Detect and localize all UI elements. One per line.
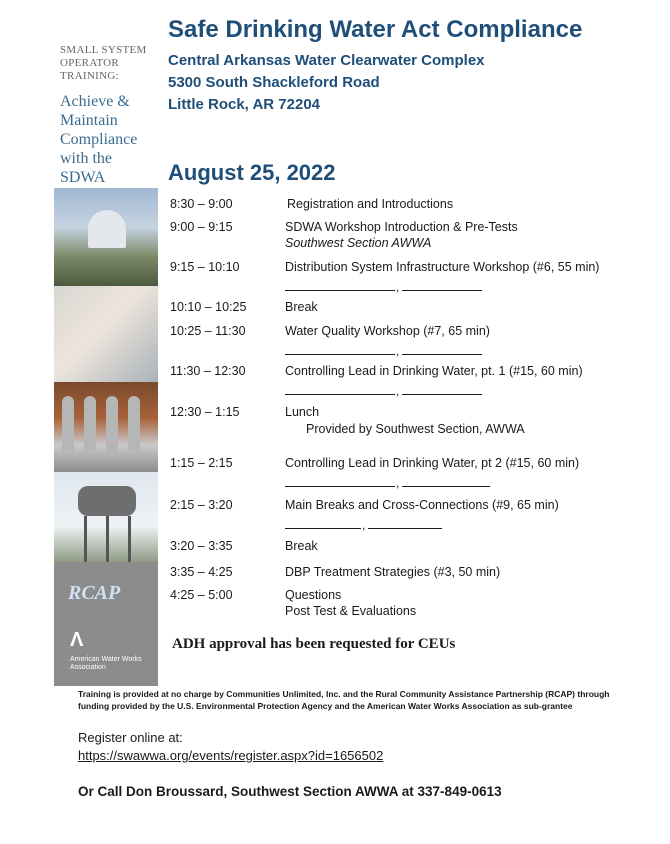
agenda-time: 3:20 – 3:35 — [170, 539, 233, 553]
agenda-item: Questions — [285, 588, 342, 602]
register-link[interactable]: https://swawwa.org/events/register.aspx?id=1656502 — [78, 748, 384, 763]
signature-blank — [402, 486, 490, 487]
signature-blank — [402, 290, 482, 291]
agenda-item: Break — [285, 539, 318, 553]
agenda-item: Controlling Lead in Drinking Water, pt 2 (#15, 60 min) — [285, 456, 580, 470]
page-title: Safe Drinking Water Act Compliance — [168, 16, 583, 43]
agenda-presenter: Provided by Southwest Section, AWWA — [306, 422, 525, 436]
water-tower-photo — [54, 472, 158, 562]
city-address: Little Rock, AR 72204 — [168, 96, 320, 113]
agenda-item: Water Quality Workshop (#7, 65 min) — [285, 324, 490, 338]
signature-blank — [402, 394, 482, 395]
agenda-item: Main Breaks and Cross-Connections (#9, 65 min) — [285, 498, 559, 512]
capitol-photo — [54, 188, 158, 286]
agenda-time: 9:00 – 9:15 — [170, 220, 233, 234]
agenda-time: 9:15 – 10:10 — [170, 260, 240, 274]
sidebar — [54, 0, 158, 686]
blank-comma: , — [396, 280, 400, 294]
tagline: Achieve & Maintain Compliance with the SDWA — [60, 93, 138, 186]
cylinder-icon — [128, 396, 140, 452]
event-date: August 25, 2022 — [168, 160, 336, 185]
blank-comma: , — [362, 518, 366, 532]
tower-leg — [84, 516, 87, 562]
awwa-logo-icon: Λ — [70, 629, 84, 651]
agenda-subitem: Post Test & Evaluations — [285, 604, 417, 618]
funding-note: Training is provided at no charge by Communities Unlimited, Inc. and the Rural Community Assistance Partnership (RCAP) through funding provided by the U.S. Environmental Protection Agency and the American Water Works Association as sub-grantee — [78, 689, 610, 711]
blank-comma: , — [396, 476, 400, 490]
cylinder-icon — [84, 396, 96, 452]
capitol-dome-icon — [88, 210, 126, 248]
agenda-item: DBP Treatment Strategies (#3, 50 min) — [285, 565, 501, 579]
rcap-logo: RCAP — [68, 582, 121, 604]
venue-name: Central Arkansas Water Clearwater Complex — [168, 52, 485, 69]
contact-line: Or Call Don Broussard, Southwest Section AWWA at 337-849-0613 — [78, 784, 502, 799]
agenda-time: 4:25 – 5:00 — [170, 588, 233, 602]
tower-leg — [128, 516, 131, 562]
street-address: 5300 South Shackleford Road — [168, 74, 380, 91]
signature-blank — [285, 394, 395, 395]
agenda-item: Distribution System Infrastructure Workshop (#6, 55 min) — [285, 260, 600, 274]
signature-blank — [285, 528, 361, 529]
agenda-time: 1:15 – 2:15 — [170, 456, 233, 470]
agenda-item: Registration and Introductions — [287, 197, 454, 211]
agenda-item: SDWA Workshop Introduction & Pre-Tests — [285, 220, 518, 234]
signature-blank — [285, 354, 395, 355]
register-label: Register online at: — [78, 730, 183, 745]
agenda-presenter: Southwest Section AWWA — [285, 236, 432, 250]
lab-sample-photo — [54, 286, 158, 382]
agenda-time: 3:35 – 4:25 — [170, 565, 233, 579]
series-label: SMALL SYSTEM OPERATOR TRAINING: — [60, 44, 147, 82]
awwa-logo-text: American Water Works Association — [70, 656, 142, 671]
logo-block — [54, 562, 158, 686]
cylinder-icon — [62, 396, 74, 452]
agenda-time: 12:30 – 1:15 — [170, 405, 240, 419]
signature-blank — [285, 486, 395, 487]
agenda-item: Lunch — [285, 405, 320, 419]
gas-cylinders-photo — [54, 382, 158, 472]
approval-note: ADH approval has been requested for CEUs — [172, 636, 456, 652]
signature-blank — [402, 354, 482, 355]
agenda-item: Controlling Lead in Drinking Water, pt. 1 (#15, 60 min) — [285, 364, 583, 378]
tower-leg — [106, 516, 109, 562]
agenda-time: 2:15 – 3:20 — [170, 498, 233, 512]
agenda-item: Break — [285, 300, 318, 314]
signature-blank — [285, 290, 395, 291]
cylinder-icon — [106, 396, 118, 452]
agenda-time: 10:10 – 10:25 — [170, 300, 247, 314]
water-tower-icon — [78, 486, 136, 516]
blank-comma: , — [396, 384, 400, 398]
agenda-time: 11:30 – 12:30 — [170, 364, 246, 378]
blank-comma: , — [396, 344, 400, 358]
agenda-time: 10:25 – 11:30 — [170, 324, 246, 338]
agenda-time: 8:30 – 9:00 — [170, 197, 233, 211]
signature-blank — [368, 528, 442, 529]
